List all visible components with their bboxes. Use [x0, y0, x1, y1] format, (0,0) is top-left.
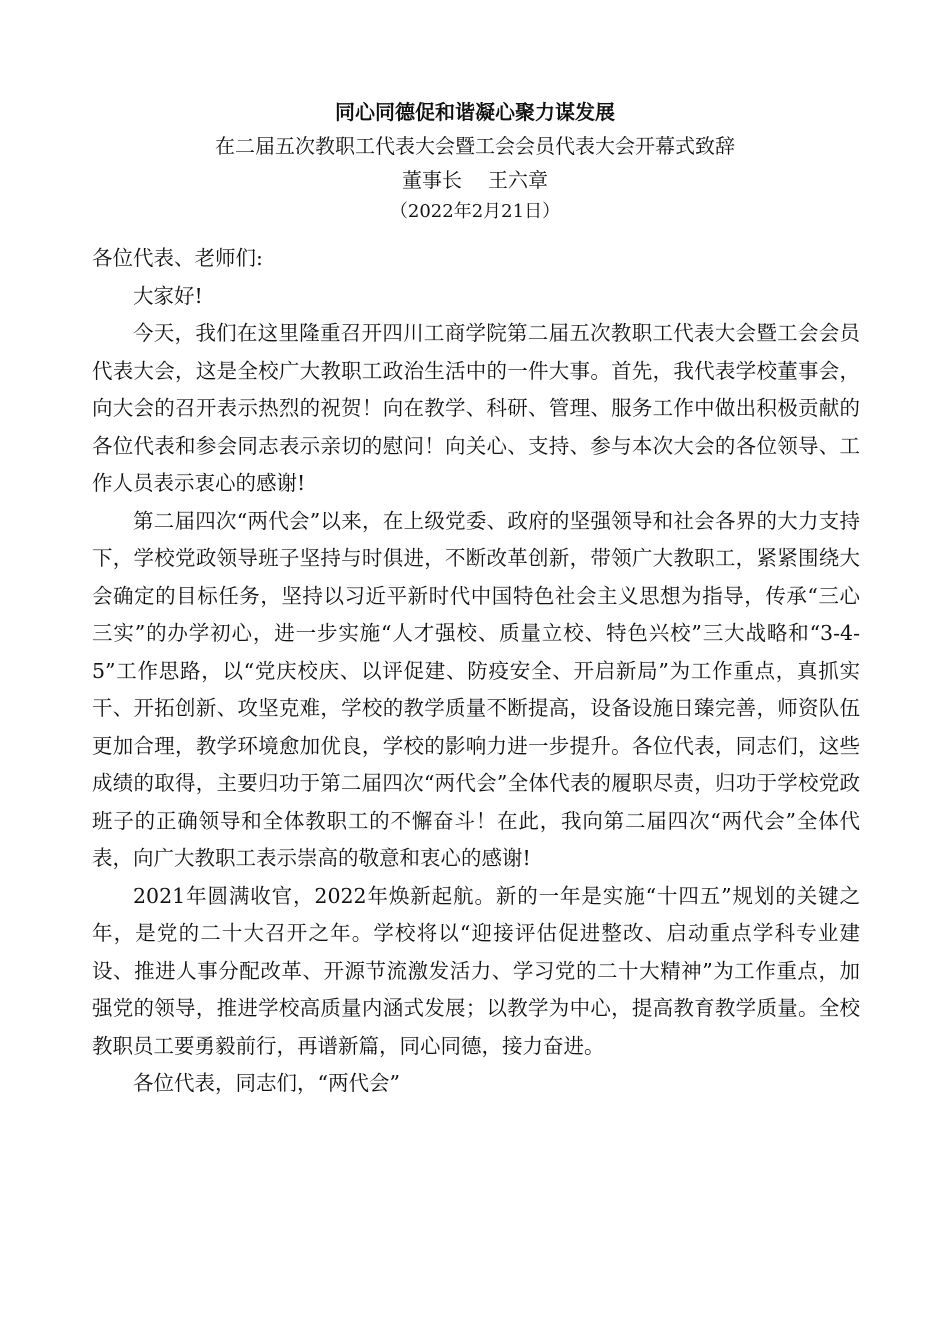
document-header — [0, 95, 950, 227]
document-date: （2022年2月21日） — [389, 201, 561, 222]
author-name: 王六章 — [488, 168, 548, 192]
paragraph-new-year-goals: 2021年圆满收官，2022年焕新起航。新的一年是实施“十四五”规划的关键之年，是党的二十大召开之年。学校将以“迎接评估促进整改、启动重点学科专业建设、推进人事分配改革、开源节流激发活力、学习党的二十大精神”为工作重点，加强党的领导，推进学校高质量内涵式发展；以教学为中心，提高教育教学质量。全校教职员工要勇毅前行，再谱新篇，同心同德，接力奋进。 — [92, 883, 860, 1058]
document-subtitle: 在二届五次教职工代表大会暨工会会员代表大会开幕式致辞 — [215, 134, 735, 158]
paragraph-closing: 各位代表，同志们，“两代会” — [133, 1071, 400, 1095]
paragraph-opening: 今天，我们在这里隆重召开四川工商学院第二届五次教职工代表大会暨工会会员代表大会，这是全校广大教职工政治生活中的一件大事。首先，我代表学校董事会，向大会的召开表示热烈的祝贺！向在教学、科研、管理、服务工作中做出积极贡献的各位代表和参会同志表示亲切的慰问！向关心、支持、参与本次大会的各位领导、工作人员表示衷心的感谢! — [92, 321, 860, 495]
author-line — [0, 163, 950, 197]
document-body — [92, 240, 860, 1103]
paragraph-greeting: 大家好! — [133, 283, 203, 308]
salutation: 各位代表、老师们: — [92, 246, 263, 270]
author-role: 董事长 — [402, 168, 462, 192]
paragraph-achievements: 第二届四次“两代会”以来，在上级党委、政府的坚强领导和社会各界的大力支持下，学校党政领导班子坚持与时俱进，不断改革创新，带领广大教职工，紧紧围绕大会确定的目标任务，坚持以习近平新时代中国特色社会主义思想为指导，传承“三心三实”的办学初心，进一步实施“人才强校、质量立校、特色兴校”三大战略和“3-4-5”工作思路，以“党庆校庆、以评促建、防疫安全、开启新局”为工作重点，真抓实干、开拓创新、攻坚克难，学校的教学质量不断提高，设备设施日臻完善，师资队伍更加合理，教学环境愈加优良，学校的影响力进一步提升。各位代表，同志们，这些成绩的取得，主要归功于第二届四次“两代会”全体代表的履职尽责，归功于学校党政班子的正确领导和全体教职工的不懈奋斗！在此，我向第二届四次“两代会”全体代表，向广大教职工表示崇高的敬意和衷心的感谢! — [92, 508, 860, 870]
document-title: 同心同德促和谐凝心聚力谋发展 — [335, 100, 615, 124]
